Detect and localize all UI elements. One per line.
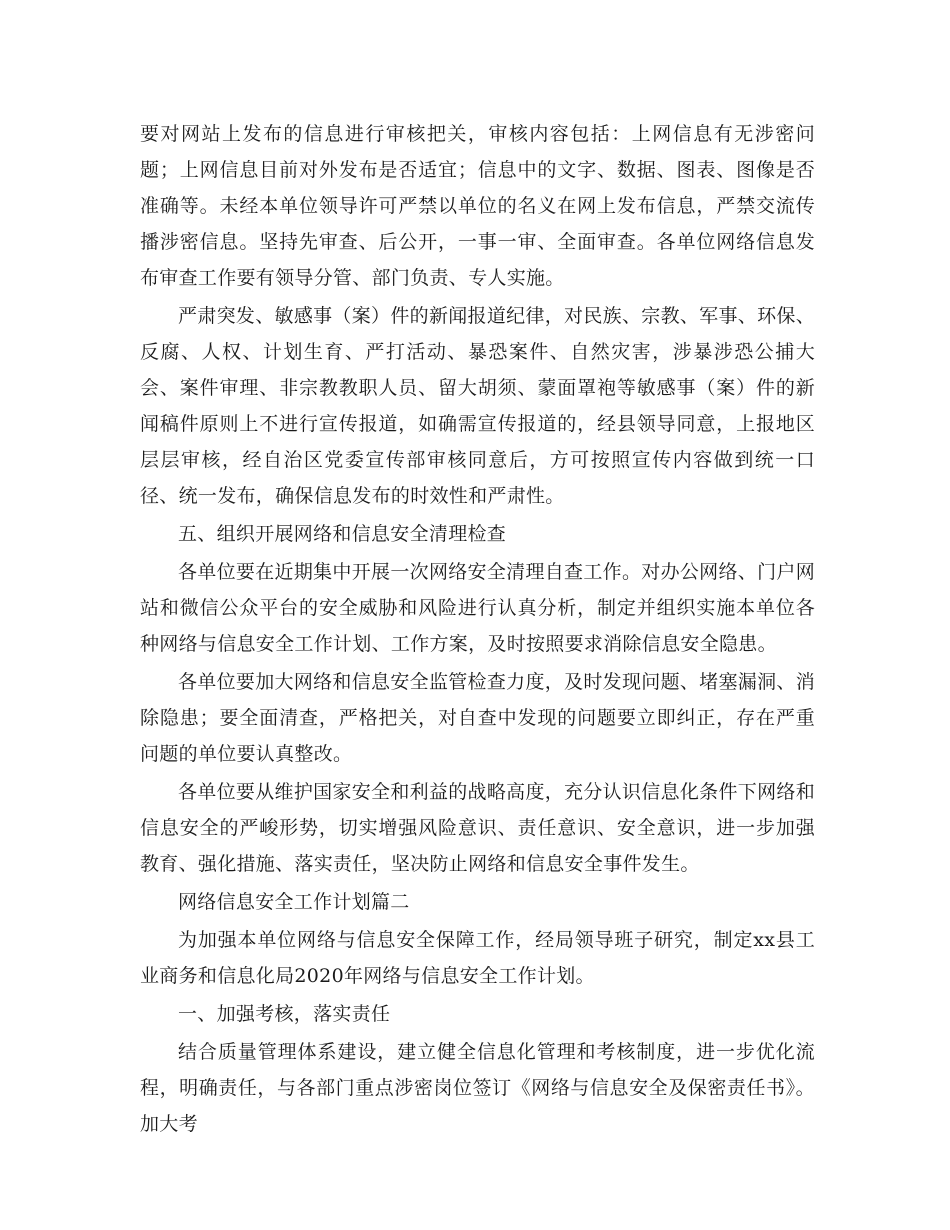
paragraph-supervision: 各单位要加大网络和信息安全监管检查力度，及时发现问题、堵塞漏洞、消除隐患；要全面清查，严格把关，对自查中发现的问题要立即纠正，存在严重问题的单位要认真整改。 (140, 671, 815, 765)
paragraph-sensitive-news: 严肃突发、敏感事（案）件的新闻报道纪律，对民族、宗教、军事、环保、反腐、人权、计划生育、严打活动、暴恐案件、自然灾害，涉暴涉恐公捕大会、案件审理、非宗教教职人员、留大胡须、蒙面罩袍等敏感事（案）件的新闻稿件原则上不进行宣传报道，如确需宣传报道的，经县领导同意，上报地区层层审核，经自治区党委宣传部审核同意后，方可按照宣传内容做到统一口径、统一发布，确保信息发布的时效性和严肃性。 (140, 305, 815, 507)
paragraph-self-inspection: 各单位要在近期集中开展一次网络安全清理自查工作。对办公网络、门户网站和微信公众平台的安全威胁和风险进行认真分析，制定并组织实施本单位各种网络与信息安全工作计划、工作方案，及时按照要求消除信息安全隐患。 (140, 561, 815, 655)
paragraph-plan-intro: 为加强本单位网络与信息安全保障工作，经局领导班子研究，制定xx县工业商务和信息化局2020年网络与信息安全工作计划。 (140, 929, 815, 987)
paragraph-review-content: 要对网站上发布的信息进行审核把关，审核内容包括：上网信息有无涉密问题；上网信息目前对外发布是否适宜；信息中的文字、数据、图表、图像是否准确等。未经本单位领导许可严禁以单位的名义在网上发布信息，严禁交流传播涉密信息。坚持先审查、后公开，一事一审、全面审查。各单位网络信息发布审查工作要有领导分管、部门负责、专人实施。 (140, 123, 815, 289)
section-heading-five: 五、组织开展网络和信息安全清理检查 (178, 523, 507, 545)
section-heading-one: 一、加强考核，落实责任 (178, 1003, 391, 1025)
document-body (140, 116, 815, 1144)
section-heading-part-two: 网络信息安全工作计划篇二 (178, 891, 410, 913)
paragraph-quality-management: 结合质量管理体系建设，建立健全信息化管理和考核制度，进一步优化流程，明确责任，与各部门重点涉密岗位签订《网络与信息安全及保密责任书》。加大考 (140, 1041, 815, 1135)
paragraph-strategic-height: 各单位要从维护国家安全和利益的战略高度，充分认识信息化条件下网络和信息安全的严峻形势，切实增强风险意识、责任意识、安全意识，进一步加强教育、强化措施、落实责任，坚决防止网络和信息安全事件发生。 (140, 781, 815, 875)
